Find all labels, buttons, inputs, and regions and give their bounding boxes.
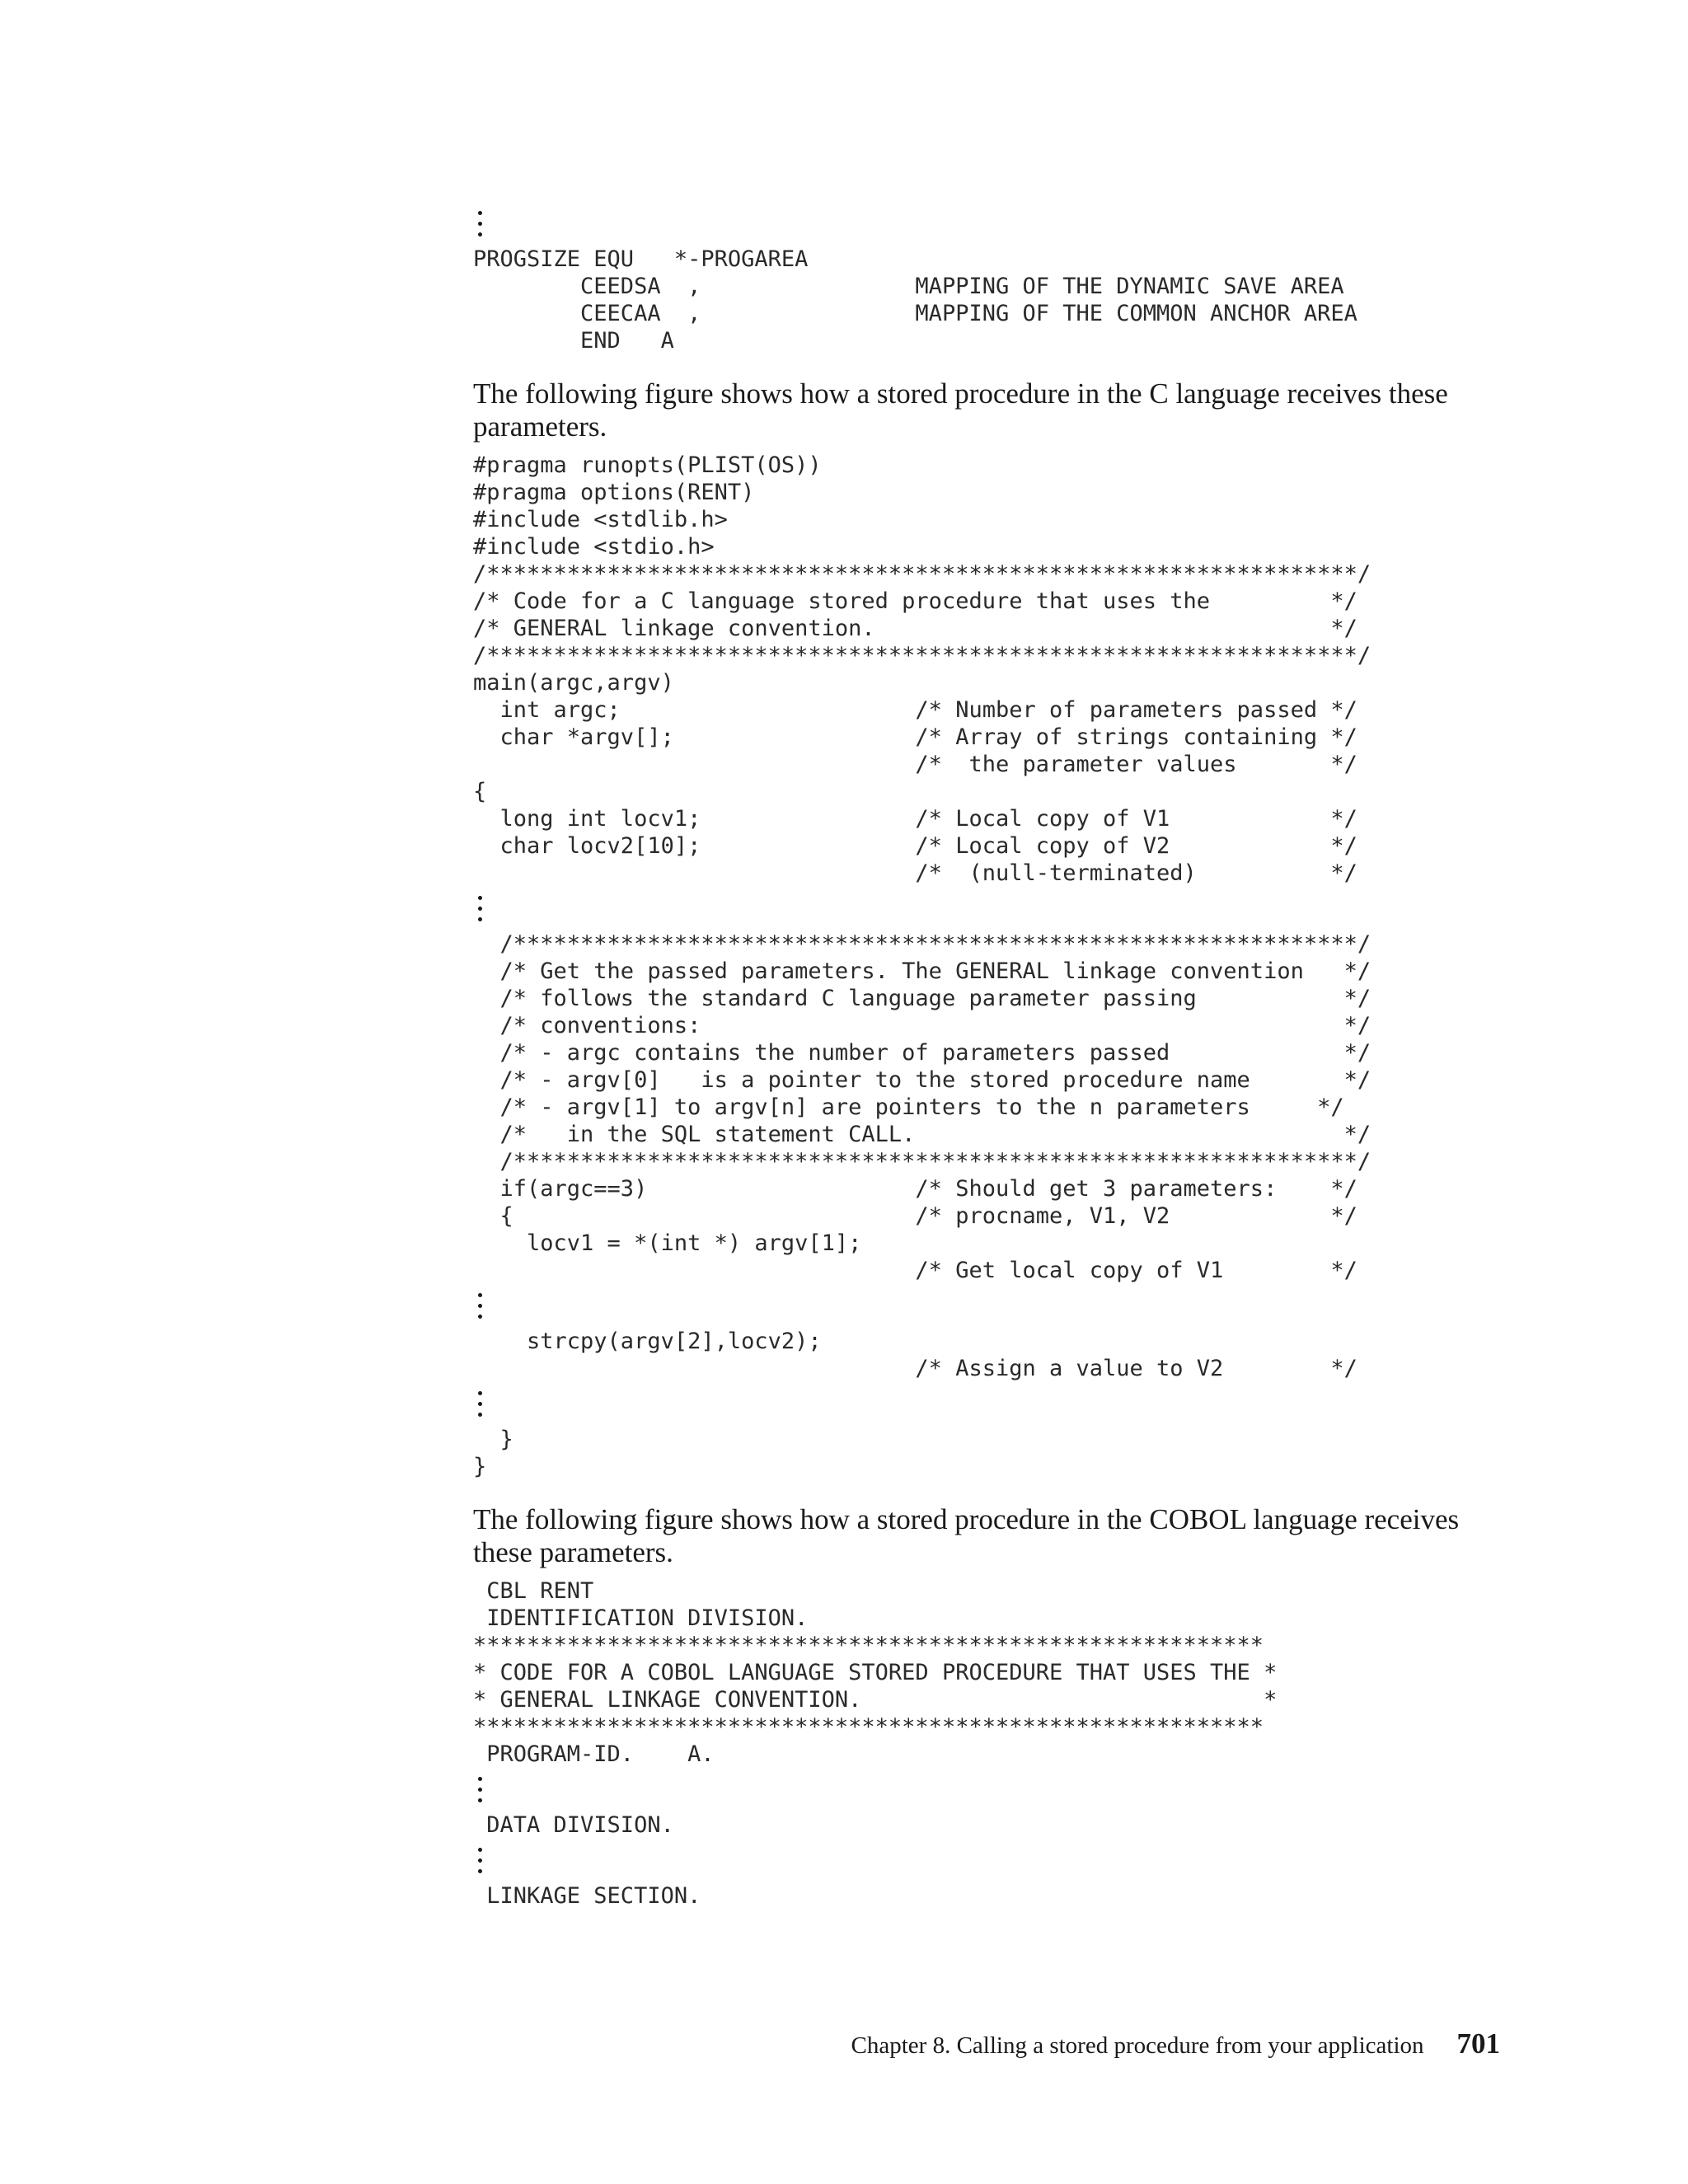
- c-code-block-4: [473, 1426, 1503, 1480]
- code-line: /* - argv[0] is a pointer to the stored procedure name */: [473, 1067, 1372, 1093]
- code-line: /*****************************************************************/: [473, 561, 1372, 587]
- code-line: * CODE FOR A COBOL LANGUAGE STORED PROCEDURE THAT USES THE *: [473, 1660, 1278, 1685]
- c-code-block-2: [473, 930, 1503, 1284]
- code-line: int argc; /* Number of parameters passed */: [473, 697, 1357, 723]
- chapter-title: Chapter 8. Calling a stored procedure from your application: [851, 2032, 1424, 2059]
- code-line: /* GENERAL linkage convention. */: [473, 616, 1357, 641]
- page-footer: [851, 2027, 1500, 2060]
- code-line: /*****************************************************************/: [473, 643, 1372, 668]
- code-line: { /* procname, V1, V2 */: [473, 1203, 1357, 1229]
- cobol-code-block-3: [473, 1882, 1503, 1910]
- vertical-ellipsis: [473, 202, 1503, 246]
- code-line: PROGRAM-ID. A.: [473, 1741, 715, 1767]
- assembler-code-tail: [473, 246, 1503, 354]
- vertical-ellipsis: [473, 1839, 1503, 1882]
- code-line: CEEDSA , MAPPING OF THE DYNAMIC SAVE AREA: [473, 274, 1344, 299]
- code-line: END A: [473, 328, 674, 354]
- code-line: ***********************************************************: [473, 1714, 1264, 1740]
- code-line: /* the parameter values */: [473, 752, 1357, 777]
- vertical-ellipsis: [473, 887, 1503, 930]
- code-line: {: [473, 779, 487, 804]
- vertical-ellipsis: [473, 1768, 1503, 1811]
- cobol-code-block-1: [473, 1577, 1503, 1768]
- vertical-ellipsis: [473, 1382, 1503, 1426]
- code-line: locv1 = *(int *) argv[1];: [473, 1230, 862, 1256]
- code-line: /* Get the passed parameters. The GENERAL linkage convention */: [473, 958, 1372, 984]
- code-line: /* in the SQL statement CALL. */: [473, 1122, 1372, 1147]
- vertical-ellipsis: [473, 1284, 1503, 1328]
- page-content: [473, 202, 1503, 1910]
- code-line: PROGSIZE EQU *-PROGAREA: [473, 246, 809, 272]
- cobol-code-block-2: [473, 1811, 1503, 1839]
- code-line: CEECAA , MAPPING OF THE COMMON ANCHOR AREA: [473, 301, 1357, 326]
- page-number: 701: [1456, 2027, 1500, 2060]
- code-line: #pragma runopts(PLIST(OS)): [473, 452, 822, 478]
- code-line: }: [473, 1454, 487, 1479]
- code-line: #include <stdio.h>: [473, 534, 715, 560]
- code-line: IDENTIFICATION DIVISION.: [473, 1605, 809, 1631]
- code-line: if(argc==3) /* Should get 3 parameters: */: [473, 1176, 1357, 1202]
- cobol-intro-paragraph: The following figure shows how a stored procedure in the COBOL language receives these parameters.: [473, 1503, 1460, 1568]
- code-line: char *argv[]; /* Array of strings containing */: [473, 724, 1357, 750]
- code-line: DATA DIVISION.: [473, 1812, 674, 1838]
- code-line: /* - argv[1] to argv[n] are pointers to the n parameters */: [473, 1094, 1344, 1120]
- code-line: #include <stdlib.h>: [473, 507, 728, 532]
- code-line: /* - argc contains the number of parameters passed */: [473, 1040, 1372, 1066]
- code-line: /* Get local copy of V1 */: [473, 1258, 1357, 1283]
- code-line: main(argc,argv): [473, 670, 674, 696]
- code-line: #pragma options(RENT): [473, 480, 755, 505]
- code-line: CBL RENT: [473, 1578, 594, 1604]
- code-line: LINKAGE SECTION.: [473, 1883, 701, 1909]
- code-line: /***************************************************************/: [473, 931, 1372, 957]
- code-line: char locv2[10]; /* Local copy of V2 */: [473, 833, 1357, 859]
- code-line: /* (null-terminated) */: [473, 860, 1357, 886]
- code-line: /***************************************************************/: [473, 1149, 1372, 1174]
- code-line: long int locv1; /* Local copy of V1 */: [473, 806, 1357, 832]
- code-line: /* Assign a value to V2 */: [473, 1356, 1357, 1381]
- code-line: ***********************************************************: [473, 1633, 1264, 1658]
- c-code-block-3: [473, 1328, 1503, 1382]
- code-line: }: [473, 1427, 513, 1452]
- code-line: * GENERAL LINKAGE CONVENTION. *: [473, 1687, 1278, 1713]
- c-intro-paragraph: The following figure shows how a stored procedure in the C language receives these parameters.: [473, 377, 1448, 443]
- code-line: /* Code for a C language stored procedure that uses the */: [473, 588, 1357, 614]
- c-code-block-1: [473, 452, 1503, 887]
- code-line: /* conventions: */: [473, 1013, 1372, 1038]
- code-line: /* follows the standard C language parameter passing */: [473, 986, 1372, 1011]
- code-line: strcpy(argv[2],locv2);: [473, 1329, 822, 1354]
